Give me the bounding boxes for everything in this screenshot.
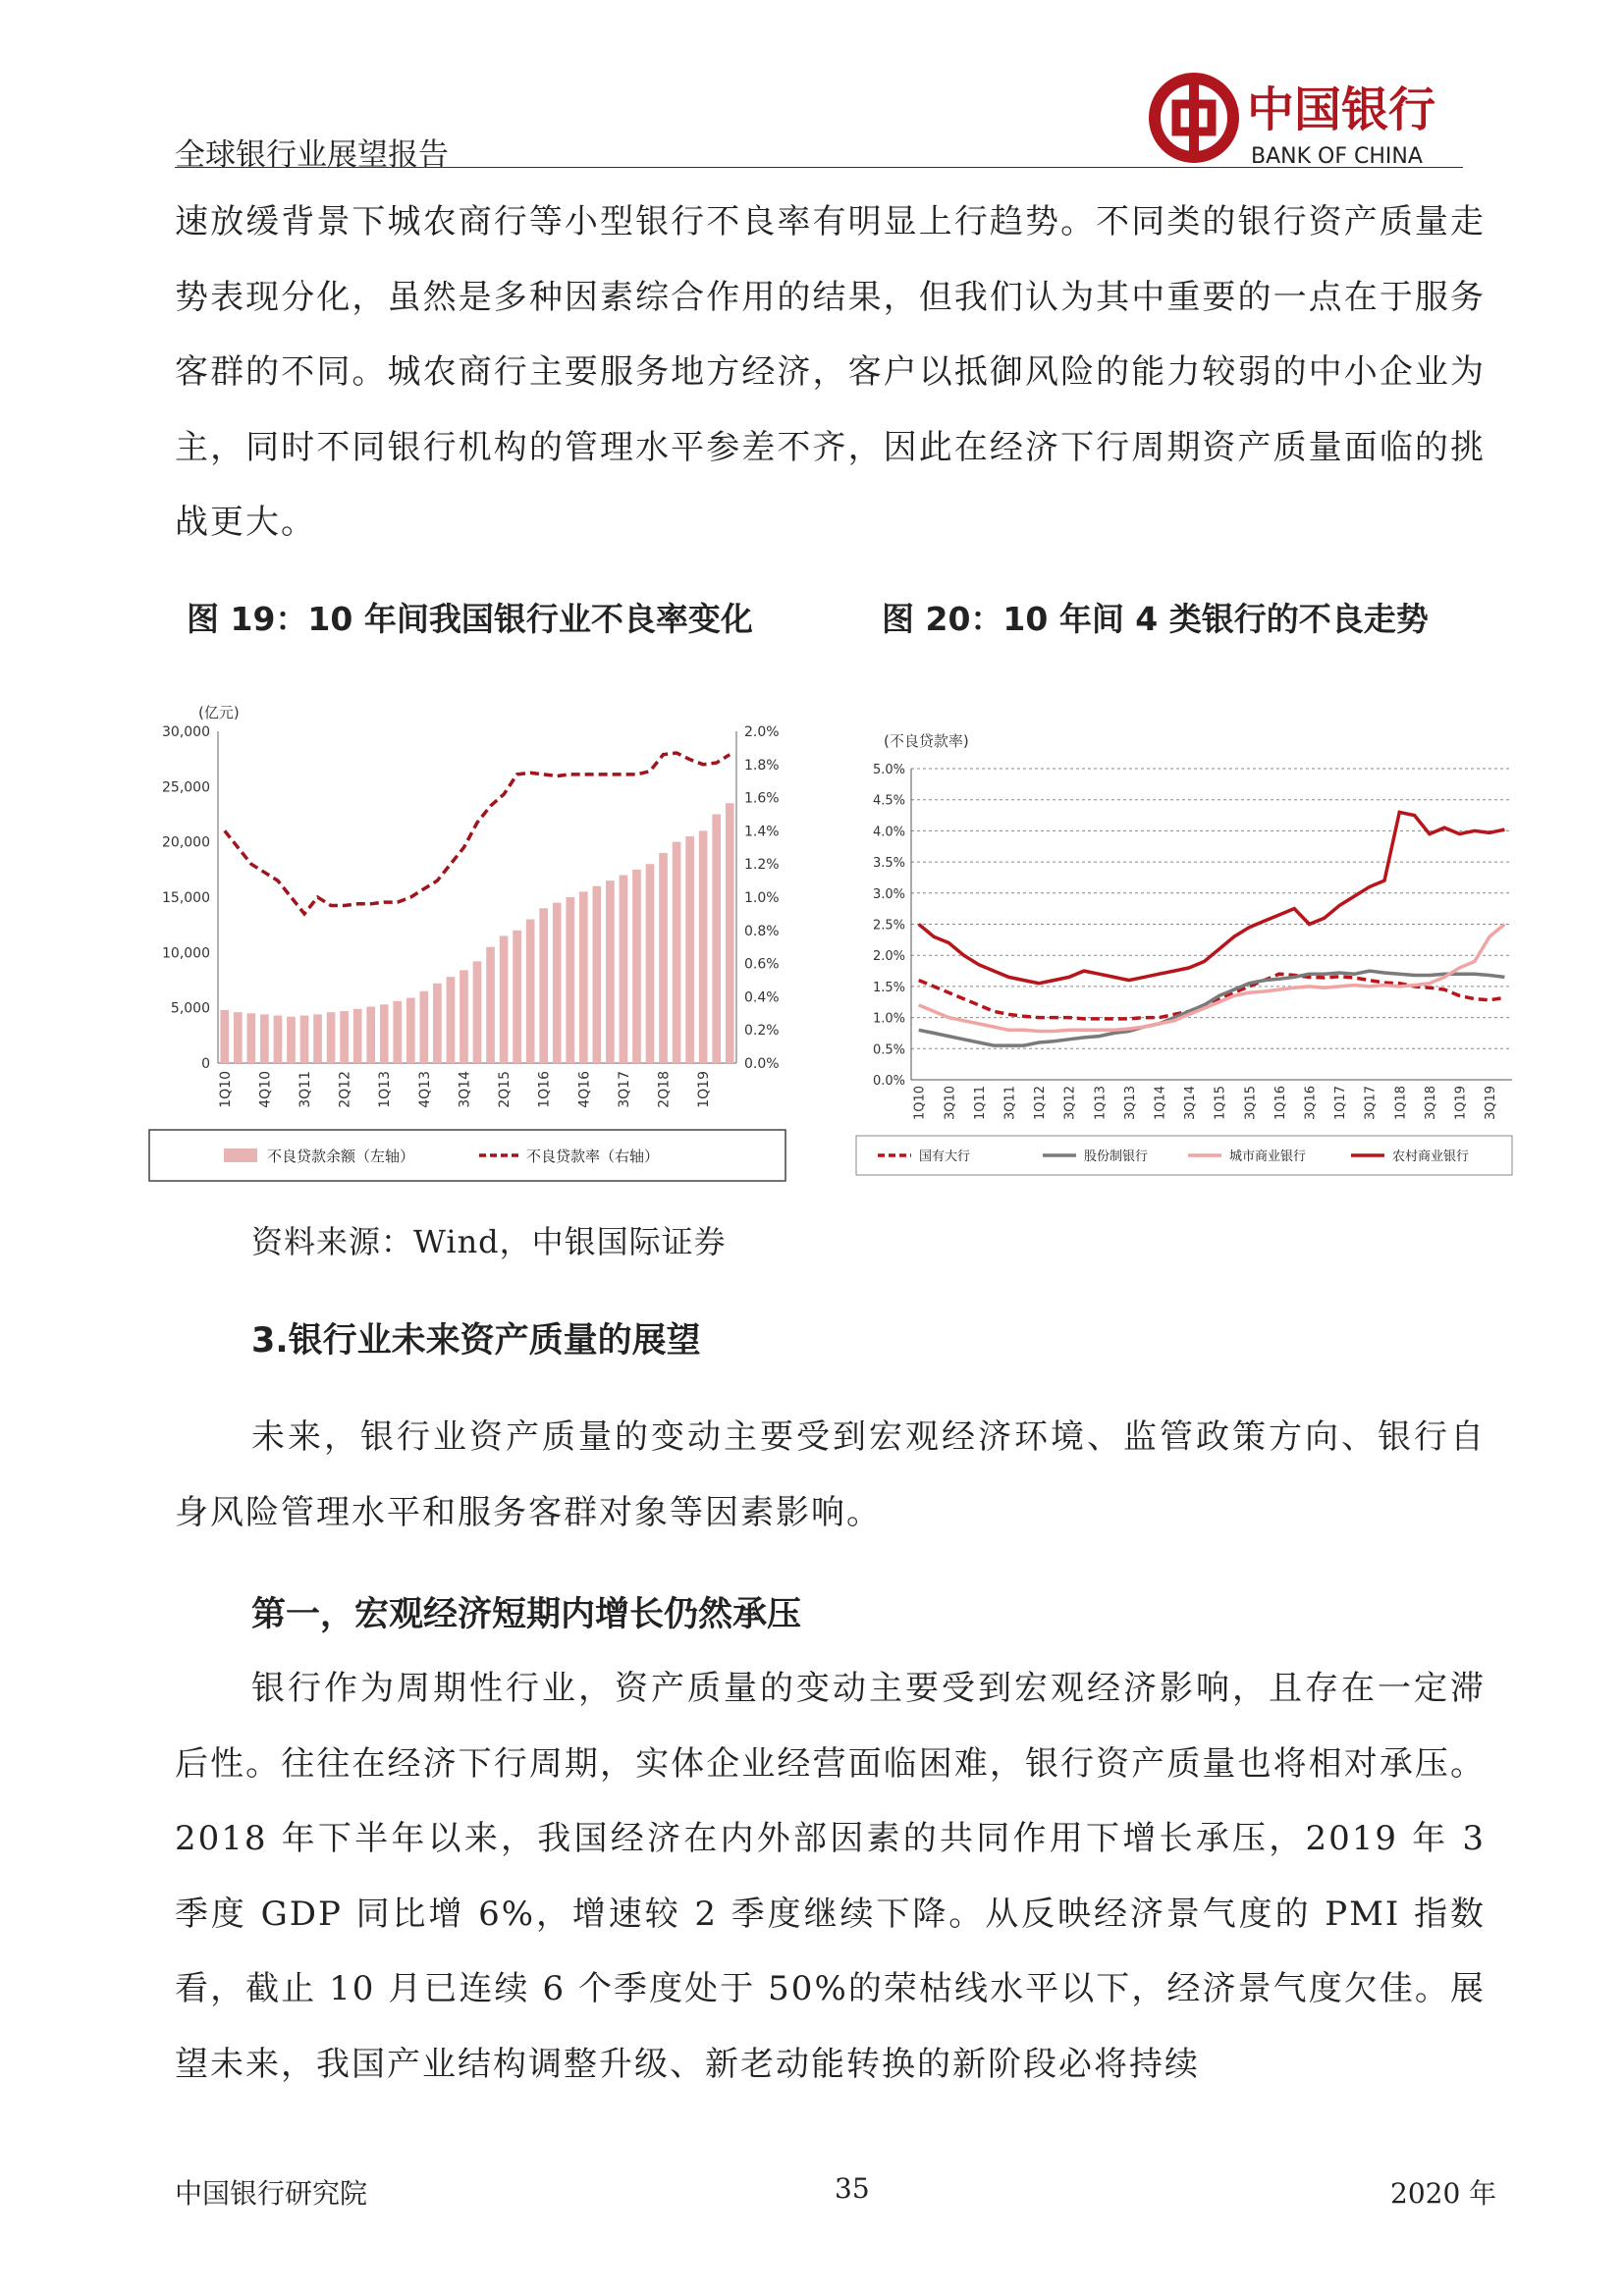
x-tick-label: 4Q13	[416, 1071, 433, 1108]
x-tick-label: 1Q10	[912, 1086, 928, 1121]
section-3-heading: 3.银行业未来资产质量的展望	[251, 1321, 701, 1361]
series-line	[919, 812, 1505, 983]
left-tick-label: 30,000	[162, 724, 210, 740]
npl-balance-bar	[420, 991, 429, 1063]
figure-20-caption: 图 20：10 年间 4 类银行的不良走势	[882, 600, 1429, 638]
y-axis-unit: (不良贷款率)	[884, 732, 969, 750]
footer-institution: 中国银行研究院	[175, 2177, 368, 2210]
data-source-note: 资料来源：Wind，中银国际证券	[251, 1223, 727, 1260]
y-tick-label: 1.5%	[872, 980, 905, 995]
x-tick-label: 3Q14	[1183, 1086, 1199, 1121]
x-tick-label: 3Q11	[298, 1071, 313, 1108]
left-axis-unit: (亿元)	[198, 704, 240, 721]
legend-line-label: 不良贷款率（右轴）	[526, 1148, 660, 1165]
right-tick-label: 0.0%	[744, 1056, 780, 1072]
x-tick-label: 3Q18	[1423, 1086, 1438, 1121]
x-tick-label: 1Q12	[1033, 1086, 1049, 1121]
npl-balance-bar	[685, 836, 694, 1063]
npl-balance-bar	[260, 1014, 269, 1063]
x-tick-label: 3Q19	[1484, 1086, 1499, 1121]
y-tick-label: 2.0%	[872, 949, 905, 965]
y-tick-label: 3.0%	[872, 886, 905, 902]
legend-label: 城市商业银行	[1229, 1149, 1307, 1164]
npl-balance-bar	[699, 830, 708, 1063]
x-tick-label: 2Q12	[337, 1071, 353, 1108]
x-tick-label: 1Q16	[536, 1071, 553, 1108]
report-title: 全球银行业展望报告	[175, 137, 449, 173]
x-tick-label: 4Q10	[257, 1071, 274, 1108]
npl-balance-bar	[313, 1014, 322, 1063]
npl-balance-bar	[460, 970, 468, 1063]
x-tick-label: 1Q19	[1453, 1086, 1469, 1121]
y-tick-label: 0.5%	[872, 1042, 905, 1058]
y-tick-label: 4.5%	[872, 793, 905, 809]
x-tick-label: 3Q17	[1363, 1086, 1379, 1121]
npl-balance-bar	[340, 1011, 349, 1063]
npl-balance-bar	[274, 1016, 283, 1063]
right-tick-label: 1.0%	[744, 890, 780, 906]
x-tick-label: 4Q16	[576, 1071, 593, 1108]
x-tick-label: 3Q13	[1122, 1086, 1138, 1121]
x-tick-label: 3Q14	[457, 1071, 473, 1108]
npl-balance-bar	[526, 920, 535, 1063]
npl-balance-bar	[646, 864, 655, 1063]
left-tick-label: 10,000	[162, 945, 210, 962]
x-tick-label: 1Q13	[377, 1071, 394, 1108]
npl-balance-bar	[513, 931, 521, 1063]
right-tick-label: 1.2%	[744, 857, 780, 874]
footer-page-number: 35	[835, 2172, 870, 2205]
x-tick-label: 3Q17	[616, 1071, 632, 1108]
npl-balance-bar	[659, 853, 668, 1063]
npl-balance-bar	[632, 870, 641, 1063]
right-tick-label: 1.8%	[744, 757, 780, 774]
legend-bar-label: 不良贷款余额（左轴）	[267, 1148, 415, 1165]
npl-balance-bar	[566, 897, 574, 1063]
right-tick-label: 1.6%	[744, 790, 780, 807]
x-tick-label: 1Q11	[972, 1086, 988, 1121]
npl-balance-bar	[327, 1012, 336, 1063]
boc-emblem-icon	[1155, 75, 1233, 161]
x-tick-label: 1Q10	[217, 1071, 234, 1108]
npl-balance-bar	[366, 1007, 375, 1063]
x-tick-label: 1Q17	[1333, 1086, 1349, 1121]
npl-balance-bar	[406, 998, 415, 1063]
left-tick-label: 25,000	[162, 779, 210, 796]
npl-balance-bar	[447, 977, 456, 1063]
npl-balance-bar	[553, 903, 562, 1063]
body-paragraph-2: 未来，银行业资产质量的变动主要受到宏观经济环境、监管政策方向、银行自身风险管理水平和服务客群对象等因素影响。	[175, 1417, 1486, 1532]
x-tick-label: 1Q18	[1393, 1086, 1409, 1121]
legend-label: 股份制银行	[1084, 1149, 1149, 1164]
left-tick-label: 5,000	[170, 1000, 210, 1017]
right-tick-label: 1.4%	[744, 824, 780, 840]
logo-cn-text: 中国银行	[1247, 82, 1436, 137]
x-tick-label: 1Q19	[696, 1071, 713, 1108]
legend-bar-swatch	[224, 1148, 257, 1162]
left-tick-label: 0	[201, 1056, 210, 1072]
npl-balance-bar	[539, 908, 548, 1063]
npl-balance-bar	[593, 886, 602, 1063]
npl-balance-bar	[380, 1004, 389, 1063]
npl-balance-bar	[353, 1009, 362, 1063]
y-tick-label: 1.0%	[872, 1011, 905, 1027]
figure-19-caption: 图 19：10 年间我国银行业不良率变化	[187, 600, 753, 638]
figure-19-chart	[147, 692, 787, 1183]
legend-label: 国有大行	[919, 1149, 971, 1164]
x-tick-label: 1Q13	[1093, 1086, 1109, 1121]
subsection-1-heading: 第一，宏观经济短期内增长仍然承压	[251, 1595, 802, 1634]
x-tick-label: 3Q15	[1243, 1086, 1259, 1121]
npl-balance-bar	[393, 1001, 402, 1063]
npl-balance-bar	[500, 935, 509, 1063]
bank-of-china-logo	[1147, 71, 1481, 169]
x-tick-label: 1Q14	[1153, 1086, 1168, 1121]
series-line	[919, 974, 1505, 1019]
y-tick-label: 3.5%	[872, 856, 905, 872]
left-tick-label: 15,000	[162, 890, 210, 906]
npl-balance-bar	[473, 961, 482, 1063]
right-tick-label: 2.0%	[744, 724, 780, 740]
y-tick-label: 0.0%	[872, 1074, 905, 1089]
y-tick-label: 5.0%	[872, 763, 905, 777]
right-tick-label: 0.4%	[744, 989, 780, 1006]
x-tick-label: 3Q11	[1002, 1086, 1018, 1121]
npl-balance-bar	[673, 842, 681, 1063]
x-tick-label: 3Q12	[1062, 1086, 1078, 1121]
npl-balance-bar	[300, 1016, 309, 1063]
right-tick-label: 0.2%	[744, 1023, 780, 1040]
series-line	[919, 971, 1505, 1045]
npl-balance-bar	[220, 1010, 229, 1063]
npl-balance-bar	[486, 947, 495, 1063]
left-tick-label: 20,000	[162, 834, 210, 851]
x-tick-label: 2Q18	[656, 1071, 673, 1108]
right-tick-label: 0.6%	[744, 956, 780, 973]
npl-balance-bar	[234, 1012, 243, 1063]
npl-balance-bar	[579, 891, 588, 1063]
x-tick-label: 2Q15	[497, 1071, 514, 1108]
y-tick-label: 2.5%	[872, 918, 905, 934]
figure-20-chart	[854, 712, 1514, 1178]
x-tick-label: 1Q15	[1213, 1086, 1228, 1121]
npl-balance-bar	[433, 984, 442, 1063]
npl-balance-bar	[247, 1013, 256, 1063]
y-tick-label: 4.0%	[872, 825, 905, 840]
x-tick-label: 1Q16	[1272, 1086, 1288, 1121]
right-tick-label: 0.8%	[744, 923, 780, 939]
npl-balance-bar	[726, 803, 734, 1063]
body-paragraph-3: 银行作为周期性行业，资产质量的变动主要受到宏观经济影响，且存在一定滞后性。往往在经济下行周期，实体企业经营面临困难，银行资产质量也将相对承压。2018 年下半年以来，我国经济在内外部因素的共同作用下增长承压，2019 年 3 季度 GDP 同比增 6%，增速较 2 季度继续下降。从反映经济景气度的 PMI 指数看，截止 10 月已连续 6 个季度处于 50%的荣枯线水平以下，经济景气度欠佳。展望未来，我国产业结构调整升级、新老动能转换的新阶段必将持续	[175, 1669, 1486, 2084]
x-tick-label: 3Q16	[1303, 1086, 1319, 1121]
npl-balance-bar	[287, 1017, 296, 1063]
footer-year: 2020 年	[1390, 2177, 1497, 2210]
legend-label: 农村商业银行	[1392, 1149, 1470, 1164]
npl-balance-bar	[620, 875, 628, 1063]
body-paragraph-1: 速放缓背景下城农商行等小型银行不良率有明显上行趋势。不同类的银行资产质量走势表现分化，虽然是多种因素综合作用的结果，但我们认为其中重要的一点在于服务客群的不同。城农商行主要服务地方经济，客户以抵御风险的能力较弱的中小企业为主，同时不同银行机构的管理水平参差不齐，因此在经济下行周期资产质量面临的挑战更大。	[175, 202, 1486, 542]
x-tick-label: 3Q10	[943, 1086, 958, 1121]
npl-balance-bar	[712, 815, 721, 1064]
logo-en-text: BANK OF CHINA	[1251, 144, 1423, 169]
npl-balance-bar	[606, 881, 615, 1063]
